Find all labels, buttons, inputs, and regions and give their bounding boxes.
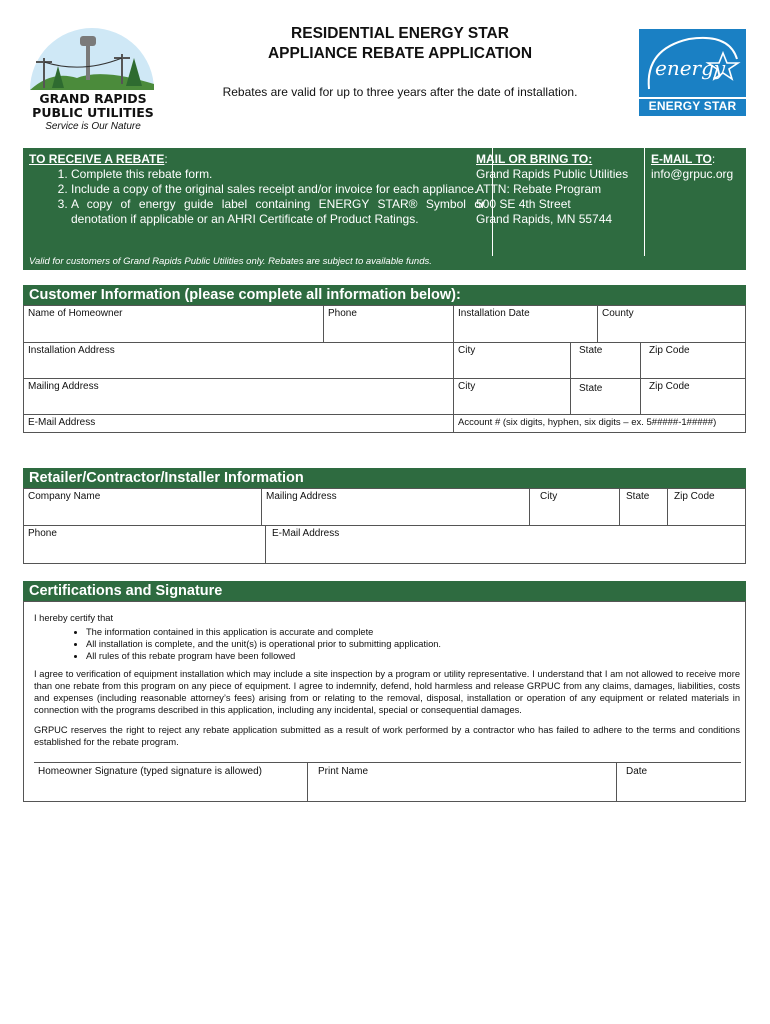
customer-section-heading: Customer Information (please complete all information below):	[23, 285, 746, 305]
title-line2: APPLIANCE REBATE APPLICATION	[267, 45, 533, 62]
receive-rebate-block	[29, 152, 485, 227]
energy-star-script: energy	[655, 56, 726, 80]
logo-name-line2: PUBLIC UTILITIES	[32, 105, 154, 120]
email-heading-colon: :	[711, 152, 716, 166]
rebate-step: 1. Complete this rebate form.	[71, 167, 485, 182]
homeowner-phone-field[interactable]: Phone	[328, 308, 357, 319]
installation-date-field[interactable]: Installation Date	[458, 308, 530, 319]
logo-name-line1: GRAND RAPIDS	[39, 91, 147, 106]
county-field[interactable]: County	[602, 308, 634, 319]
mailing-zip-field[interactable]: Zip Code	[649, 381, 690, 392]
retailer-info-grid	[23, 488, 746, 564]
energy-star-icon	[639, 29, 746, 95]
certify-bullet: • All rules of this rebate program have been followed	[86, 650, 740, 662]
retailer-phone-field[interactable]: Phone	[28, 528, 57, 539]
homeowner-email-field[interactable]: E-Mail Address	[28, 417, 96, 428]
company-name-field[interactable]: Company Name	[28, 491, 101, 502]
certify-bullet: • All installation is complete, and the unit(s) is operational prior to submitting application.	[86, 638, 740, 650]
certification-block	[23, 601, 746, 802]
mail-to-block	[476, 152, 646, 227]
installation-city-field[interactable]: City	[458, 345, 476, 356]
mail-line: 500 SE 4th Street	[476, 197, 571, 211]
mailing-address-field[interactable]: Mailing Address	[28, 381, 99, 392]
retailer-city-field[interactable]: City	[540, 491, 558, 502]
homeowner-signature-field[interactable]: Homeowner Signature (typed signature is allowed)	[38, 766, 263, 777]
mailing-city-field[interactable]: City	[458, 381, 476, 392]
retailer-zip-field[interactable]: Zip Code	[674, 491, 715, 502]
email-address[interactable]: info@grpuc.org	[651, 167, 734, 181]
email-heading: E-MAIL TO	[651, 152, 712, 166]
print-name-field[interactable]: Print Name	[318, 766, 369, 777]
certify-bullet: • The information contained in this application is accurate and complete	[86, 626, 740, 638]
retailer-state-field[interactable]: State	[626, 491, 650, 502]
retailer-email-field[interactable]: E-Mail Address	[272, 528, 340, 539]
agreement-paragraph: I agree to verification of equipment installation which may include a site inspection by a program or utility representative. I understand that I am not allowed to receive more than one rebate from this program on any piece of equipment. I agree to indemnify, defend, hold harmless and release GRPUC from any claims, damages, liabilities, costs and expenses (including reasonable attorney’s fees) arising from or relating to the removal, disposal, installation or operation of any equipment or related materials in connection with the programs described in this application, including any incidental, special or consequential damages.	[34, 669, 740, 715]
reserve-paragraph: GRPUC reserves the right to reject any rebate application submitted as a result of work performed by a contractor who has failed to adhere to the terms and conditions established for the rebate program.	[34, 725, 740, 747]
rebate-step: 3. A copy of energy guide label containing ENERGY STAR® Symbol or denotation if applicable or an AHRI Certificate of Product Ratings.	[71, 197, 485, 227]
logo-name	[28, 92, 158, 120]
mail-line: Grand Rapids, MN 55744	[476, 212, 613, 226]
mail-line: ATTN: Rebate Program	[476, 182, 602, 196]
homeowner-name-field[interactable]: Name of Homeowner	[28, 308, 123, 319]
mail-heading: MAIL OR BRING TO:	[476, 152, 593, 166]
mailing-state-field[interactable]: State	[579, 383, 603, 394]
page-title	[200, 24, 600, 64]
customer-info-grid	[23, 305, 746, 433]
page-subtitle: Rebates are valid for up to three years after the date of installation.	[222, 85, 578, 99]
rebate-step: 2. Include a copy of the original sales receipt and/or invoice for each appliance.	[71, 182, 485, 197]
installation-address-field[interactable]: Installation Address	[28, 345, 115, 356]
rebate-instructions-banner	[23, 148, 746, 270]
energy-star-logo	[639, 29, 746, 116]
signature-date-field[interactable]: Date	[626, 766, 648, 777]
email-to-block	[651, 152, 746, 182]
certification-text	[34, 612, 740, 748]
title-line1: RESIDENTIAL ENERGY STAR	[291, 25, 509, 42]
retailer-mailing-address-field[interactable]: Mailing Address	[266, 491, 337, 502]
installation-zip-field[interactable]: Zip Code	[649, 345, 690, 356]
receive-rebate-colon: :	[164, 152, 168, 166]
mail-line: Grand Rapids Public Utilities	[476, 167, 629, 181]
receive-rebate-heading: TO RECEIVE A REBATE	[29, 152, 165, 166]
account-number-field[interactable]: Account # (six digits, hyphen, six digits – ex. 5#####-1#####)	[458, 417, 717, 428]
logo-tagline: Service is Our Nature	[45, 121, 141, 132]
certification-section-heading: Certifications and Signature	[23, 581, 746, 601]
banner-note: Valid for customers of Grand Rapids Public Utilities only. Rebates are subject to available funds.	[29, 256, 432, 267]
certify-intro: I hereby certify that	[34, 613, 114, 623]
retailer-section-heading: Retailer/Contractor/Installer Information	[23, 468, 746, 488]
installation-state-field[interactable]: State	[579, 345, 603, 356]
energy-star-label: ENERGY STAR	[648, 99, 737, 113]
